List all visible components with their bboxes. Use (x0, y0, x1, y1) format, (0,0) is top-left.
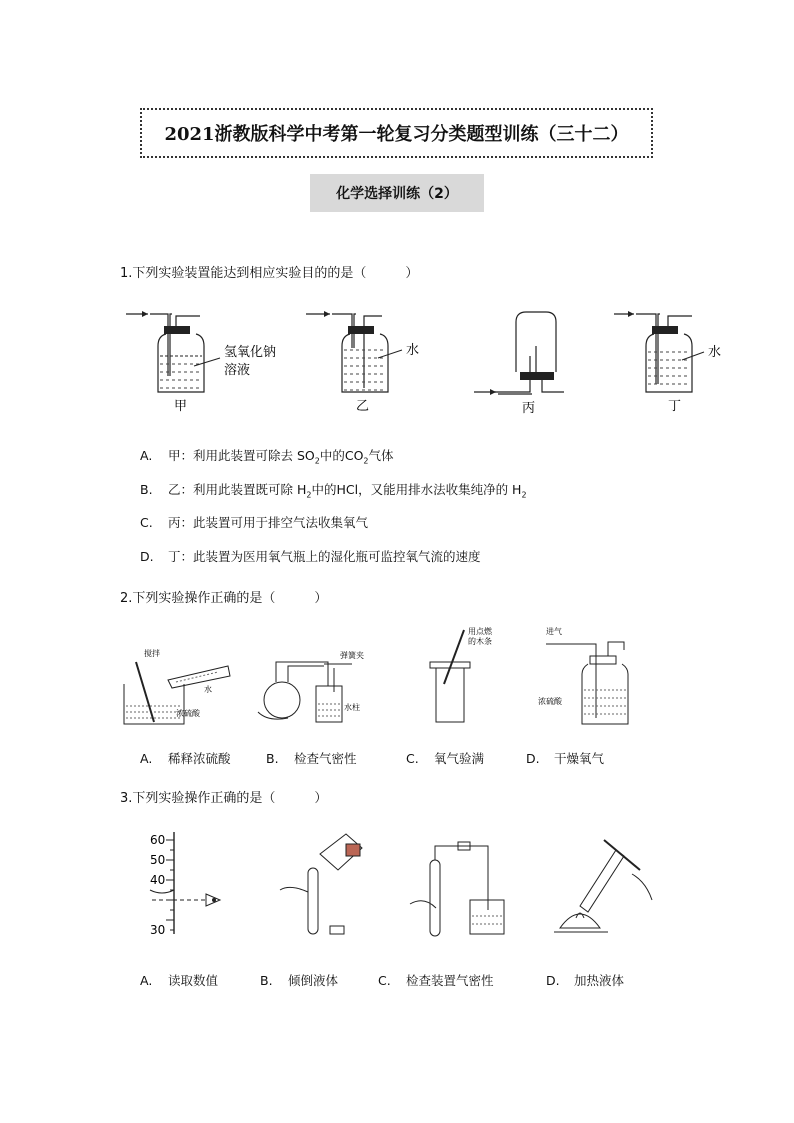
figure-check-airtight (410, 842, 504, 936)
apparatus-ding (614, 311, 721, 414)
q1-option-a[interactable]: A. 甲：利用此装置可除去 $SO_2$中的$CO_2$气体 (140, 448, 394, 466)
label-spring: 弹簧夹 (340, 651, 364, 660)
apparatus-jia (126, 311, 276, 414)
label-conc2: 浓硫酸 (538, 697, 562, 706)
label-splint-1: 用点燃 (468, 627, 492, 636)
label-naoh-1: 氢氧化钠 (224, 345, 277, 360)
q1-option-c[interactable]: C. 丙：此装置可用于排空气法收集氧气 (140, 515, 369, 530)
apparatus-yi (306, 311, 419, 414)
q3-option-d[interactable]: D. 加热液体 (546, 973, 625, 988)
question-1-stem: 1.下列实验装置能达到相应实验目的的是（ ） (120, 266, 419, 281)
figure-dry-oxygen (538, 626, 628, 724)
q2-option-a[interactable]: A. 稀释浓硫酸 (140, 751, 231, 766)
label-conc: 浓硫酸 (176, 709, 200, 718)
label-naoh-2: 溶液 (224, 363, 251, 378)
q1-option-d[interactable]: D. 丁：此装置为医用氧气瓶上的湿化瓶可监控氧气流的速度 (140, 549, 481, 564)
label-water: 水 (204, 685, 212, 694)
tick-30: 30 (150, 923, 166, 937)
tick-60: 60 (150, 833, 166, 847)
label-stir: 搅拌 (144, 649, 160, 658)
tick-40: 40 (150, 873, 166, 887)
question-2-figure (118, 622, 638, 732)
tick-50: 50 (150, 853, 166, 867)
apparatus-bing (474, 312, 564, 416)
label-jia: 甲 (174, 399, 188, 414)
q3-option-a[interactable]: A. 读取数值 (140, 973, 219, 988)
figure-read-cylinder (150, 832, 220, 937)
label-splint-2: 的木条 (468, 637, 492, 646)
question-3-stem: 3.下列实验操作正确的是（ ） (120, 791, 328, 806)
question-3-figure (140, 830, 660, 945)
question-2-stem: 2.下列实验操作正确的是（ ） (120, 591, 328, 606)
label-gas-in: 进气 (546, 627, 562, 636)
figure-heat-liquid (554, 840, 652, 932)
label-column: 水柱 (344, 703, 360, 712)
label-water-ding: 水 (708, 345, 722, 360)
label-ding: 丁 (668, 399, 682, 414)
q2-option-d[interactable]: D. 干燥氧气 (526, 751, 605, 766)
label-yi: 乙 (356, 399, 370, 414)
section-subtitle-box (310, 174, 484, 212)
q2-option-c[interactable]: C. 氧气验满 (406, 751, 485, 766)
q3-option-b[interactable]: B. 倾倒液体 (260, 973, 339, 988)
figure-airtight-check (258, 650, 364, 722)
label-bing: 丙 (522, 401, 536, 416)
page-title-box (140, 108, 653, 158)
q3-option-c[interactable]: C. 检查装置气密性 (378, 973, 494, 988)
q1-option-b[interactable]: B. 乙：利用此装置既可除 $H_2$中的HCl，又能用排水法收集纯净的 $H_2$ (140, 482, 527, 500)
question-1-figure (120, 300, 740, 420)
page-title: 2021浙教版科学中考第一轮复习分类题型训练（三十二） (164, 124, 629, 145)
figure-oxygen-check (430, 626, 493, 722)
figure-dilute-acid (124, 648, 230, 724)
q2-option-b[interactable]: B. 检查气密性 (266, 751, 357, 766)
section-subtitle: 化学选择训练（2） (336, 186, 458, 202)
label-water-yi: 水 (406, 343, 420, 358)
figure-pour-liquid (280, 834, 362, 934)
